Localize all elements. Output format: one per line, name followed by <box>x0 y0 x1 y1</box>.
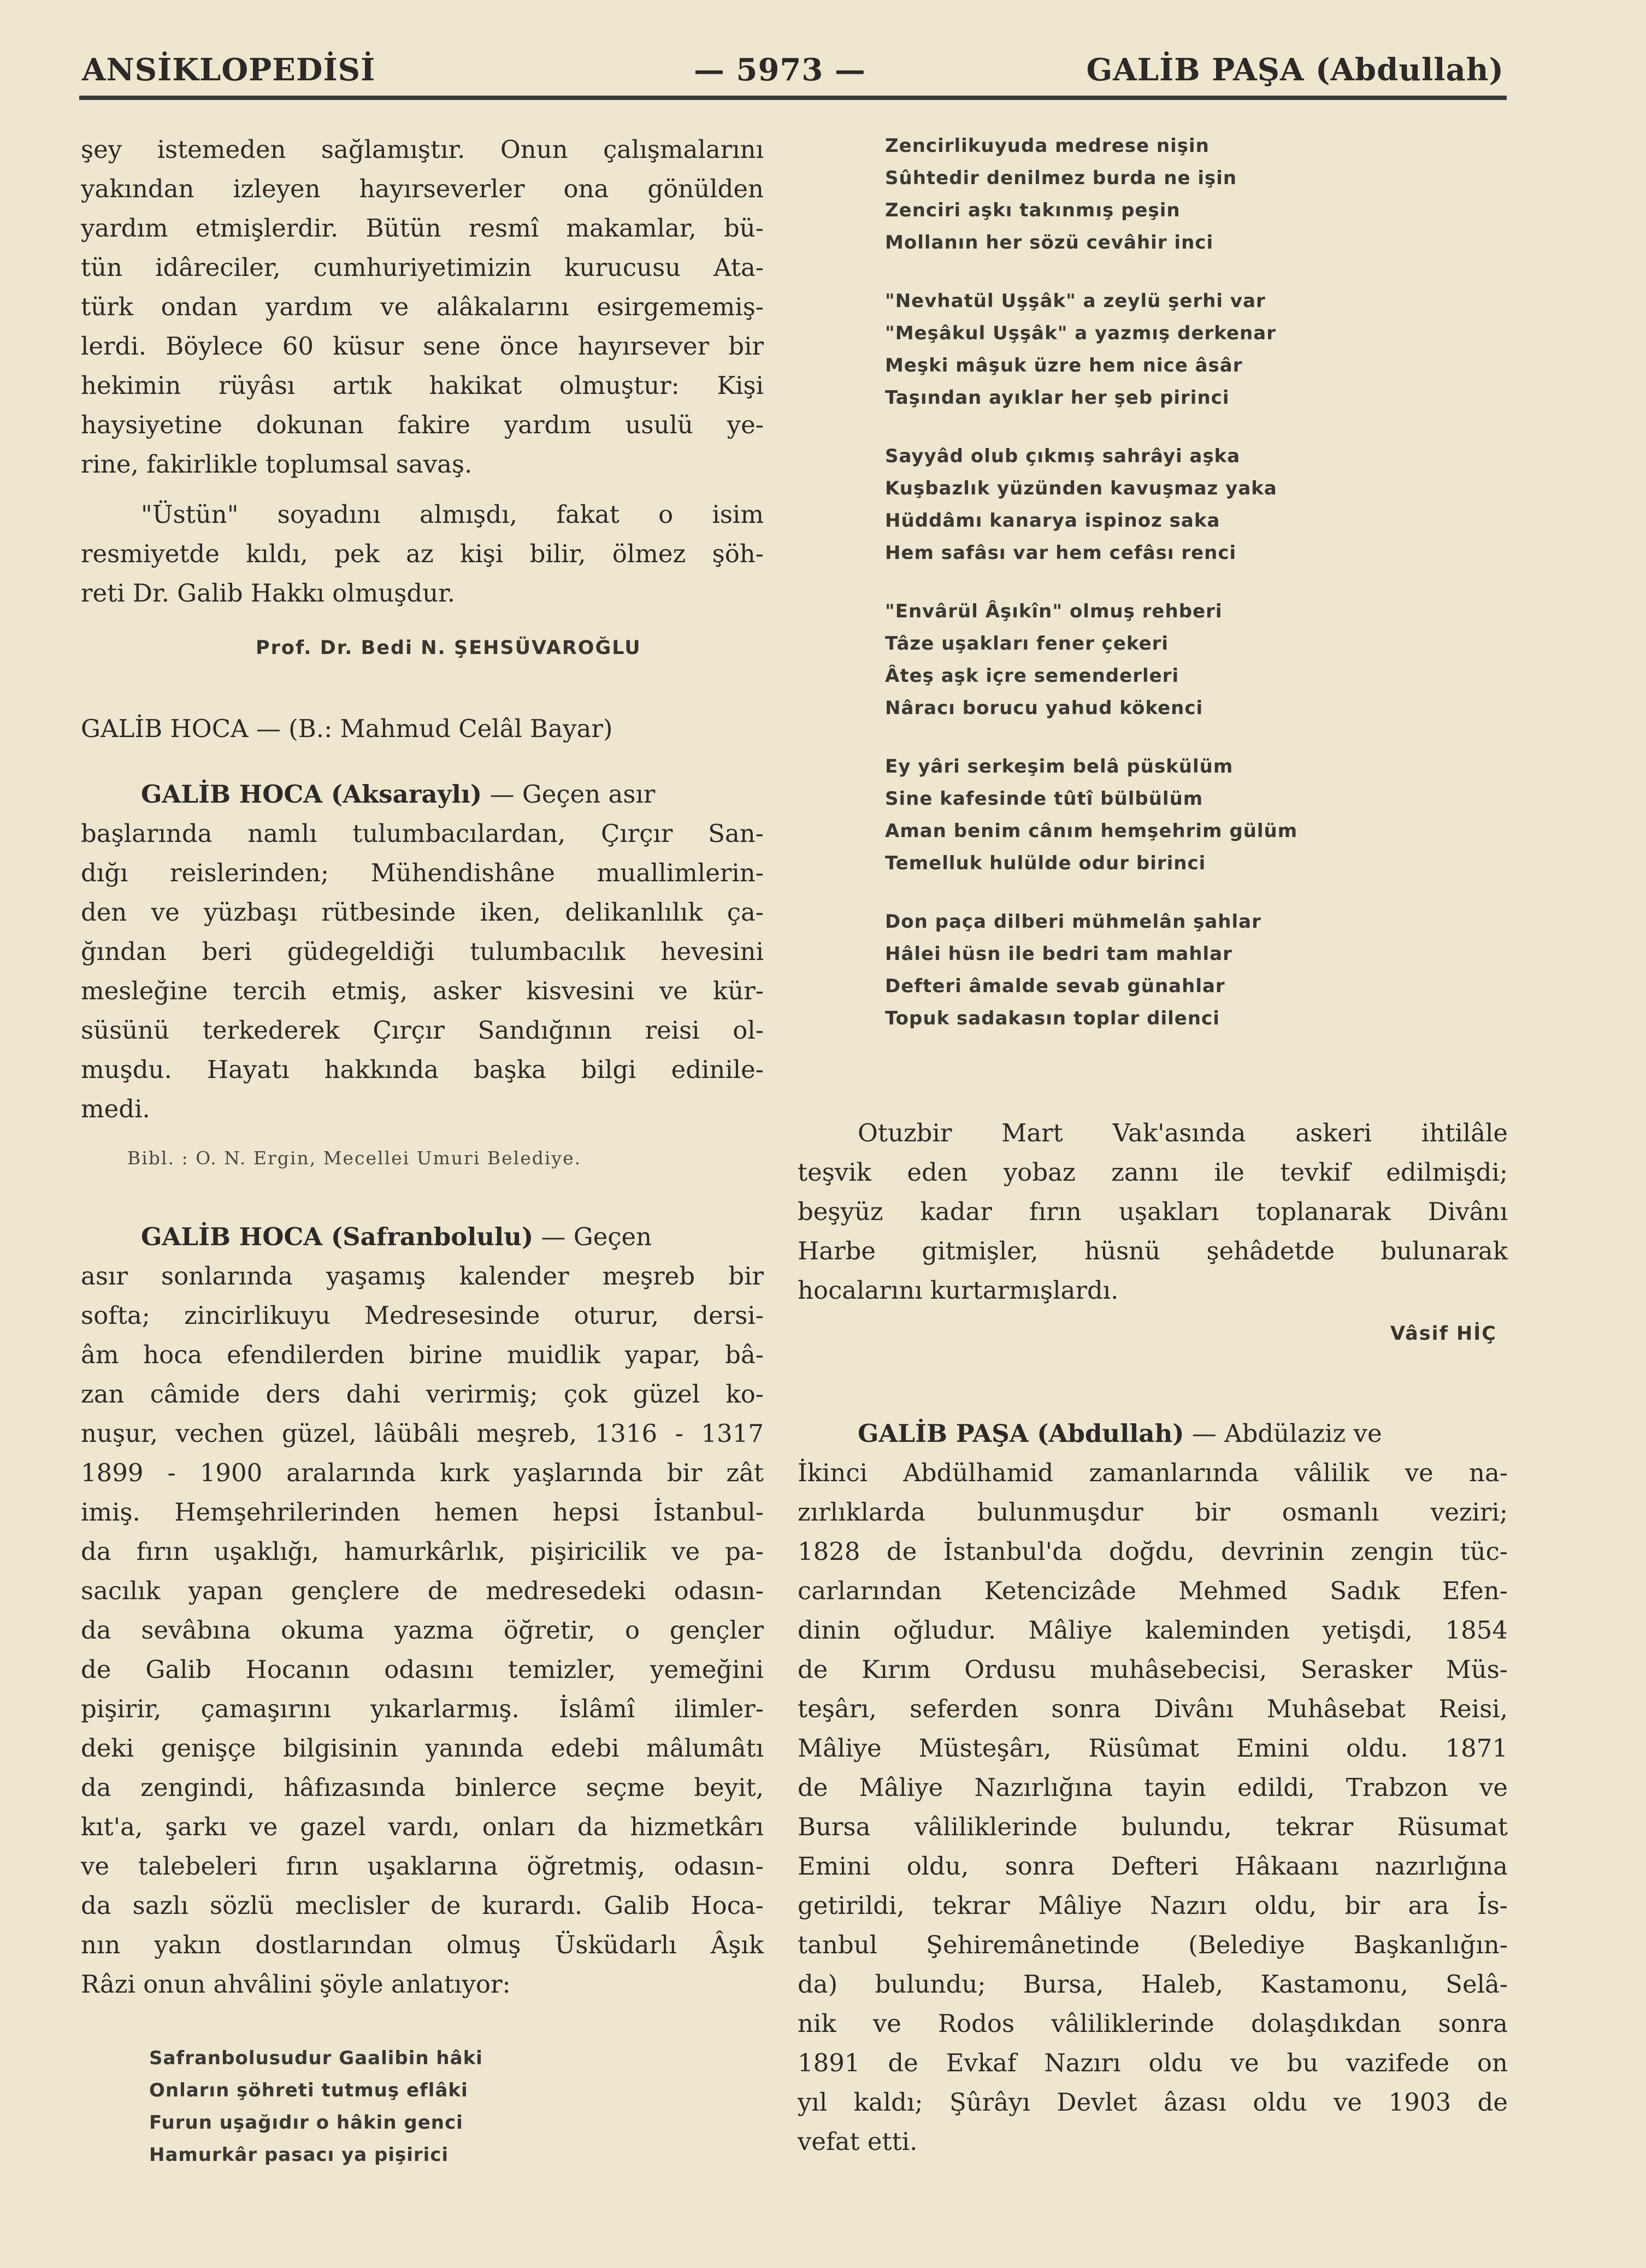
text-line: Bursa vâliliklerinde bulundu, tekrar Rüsumat <box>798 1812 1508 1841</box>
text-line: carlarından Ketencizâde Mehmed Sadık Efen- <box>798 1576 1508 1605</box>
header-rule <box>79 96 1507 100</box>
text-line: mesleğine tercih etmiş, asker kisvesini ve kür- <box>81 976 764 1005</box>
text-line: teşârı, seferden sonra Divânı Muhâsebat Reisi, <box>798 1694 1508 1723</box>
text-line: Mâliye Müsteşârı, Rüsûmat Emini oldu. 1871 <box>798 1734 1508 1763</box>
text-line: softa; zincirlikuyu Medresesinde oturur, dersi- <box>81 1301 764 1330</box>
text-line: medi. <box>81 1094 150 1123</box>
poem-line: Zencirlikuyuda medrese nişin <box>885 135 1210 157</box>
poem-line: Meşki mâşuk üzre hem nice âsâr <box>885 355 1243 376</box>
poem-line: Taşından ayıklar her şeb pirinci <box>885 387 1230 409</box>
text-line: rine, fakirlikle toplumsal savaş. <box>81 450 473 479</box>
text-line: den ve yüzbaşı rütbesinde iken, delikanlılık ça- <box>81 898 764 927</box>
text-line: şey istemeden sağlamıştır. Onun çalışmalarını <box>81 135 764 164</box>
text-line: Emini oldu, sonra Defteri Hâkaanı nazırlığına <box>798 1852 1508 1881</box>
entry-title: GALİB PAŞA (Abdullah) <box>858 1419 1184 1448</box>
text-line: de Kırım Ordusu muhâsebecisi, Serasker Müs- <box>798 1655 1508 1684</box>
bibliography: Bibl. : O. N. Ergin, Mecellei Umuri Belediye. <box>127 1147 582 1169</box>
text-line: haysiyetine dokunan fakire yardım usulü ye- <box>81 410 764 439</box>
signature-vasif-hic: Vâsif HİÇ <box>1390 1323 1497 1345</box>
poem-line: Safranbolusudur Gaalibin hâki <box>149 2047 483 2069</box>
text-line: kıt'a, şarkı ve gazel vardı, onları da hizmetkârı <box>81 1812 764 1841</box>
poem-line: "Nevhatül Uşşâk" a zeylü şerhi var <box>885 290 1266 312</box>
text-line: beşyüz kadar fırın uşakları toplanarak Divânı <box>798 1197 1508 1226</box>
text-line: Râzi onun ahvâlini şöyle anlatıyor: <box>81 1970 511 1999</box>
text-line: da fırın uşaklığı, hamurkârlık, pişiricilik ve pa- <box>81 1537 764 1566</box>
text-line: da sazlı sözlü meclisler de kurardı. Galib Hoca- <box>81 1891 764 1920</box>
poem-stanza <box>885 130 1297 259</box>
text-line: imiş. Hemşehrilerinden hemen hepsi İstanbul- <box>81 1498 764 1527</box>
poem <box>885 130 1297 1061</box>
page-number: — 5973 — <box>694 52 866 88</box>
poem-line: Hem safâsı var hem cefâsı renci <box>885 542 1237 564</box>
entry-galib-hoca-ref <box>81 709 612 749</box>
poem-stanza <box>885 906 1297 1035</box>
entry-galib-hoca-aksarayli: GALİB HOCA (Aksaraylı) — Geçen asır başlarında namlı tulumbacılardan, Çırçır San- dığı reislerinden; Mühendishâne muallimlerin- den ve yüzbaşı rütbesinde iken, delikanlılık ça- ğından beri güdegeldiği tulumbacılık hevesini mesleğine tercih etmiş, asker kisvesini ve kür- süsünü terkederek Çırçır Sandığının reisi ol- muşdu. Hayatı hakkında başka bilgi edinile- medi. <box>81 775 764 1129</box>
text-line: türk ondan yardım ve alâkalarını esirgememiş- <box>81 292 764 321</box>
poem-line: Sayyâd olub çıkmış sahrâyi aşka <box>885 445 1241 467</box>
poem-line: Topuk sadakasın toplar dilenci <box>885 1008 1220 1029</box>
entry-title: GALİB HOCA (Aksaraylı) <box>141 780 482 809</box>
text-line: pişirir, çamaşırını yıkarlarmış. İslâmî ilimler- <box>81 1694 764 1723</box>
text-line: resmiyetde kıldı, pek az kişi bilir, ölmez şöh- <box>81 539 764 568</box>
text-line: getirildi, tekrar Mâliye Nazırı oldu, bir ara İs- <box>798 1891 1508 1920</box>
text-line: yakından izleyen hayırseverler ona gönülden <box>81 174 764 203</box>
text-line: reti Dr. Galib Hakkı olmuşdur. <box>81 579 456 608</box>
text-line: lerdi. Böylece 60 küsur sene önce hayırsever bir <box>81 332 764 361</box>
text-line: vefat etti. <box>798 2127 918 2156</box>
text-line: âm hoca efendilerden birine muidlik yapar, bâ- <box>81 1340 764 1369</box>
text-line: da zengindi, hâfızasında binlerce seçme beyit, <box>81 1773 764 1802</box>
text-line: nuşur, vechen güzel, lâübâli meşreb, 1316 - 1317 <box>81 1419 764 1448</box>
text-line: yıl kaldı; Şûrâyı Devlet âzası oldu ve 1903 de <box>798 2088 1508 2117</box>
text-line: nın yakın dostlarından olmuş Üsküdarlı Âşık <box>81 1930 764 1959</box>
text-line: Otuzbir Mart Vak'asında askeri ihtilâle <box>858 1118 1508 1147</box>
text-line: da sevâbına okuma yazma öğretir, o gençler <box>81 1616 764 1645</box>
poem-line: Âteş aşk içre semenderleri <box>885 665 1179 687</box>
text-line: İkinci Abdülhamid zamanlarında vâlilik ve na- <box>798 1458 1508 1487</box>
poem-line: Mollanın her sözü cevâhir inci <box>885 232 1214 254</box>
text-line: dığı reislerinden; Mühendishâne muallimlerin- <box>81 858 764 887</box>
poem-line: Kuşbazlık yüzünden kavuşmaz yaka <box>885 478 1277 499</box>
poem-line: "Meşâkul Uşşâk" a yazmış derkenar <box>885 322 1276 344</box>
signature-sehsuvaroglu: Prof. Dr. Bedi N. ŞEHSÜVAROĞLU <box>256 637 641 659</box>
text-line: 1828 de İstanbul'da doğdu, devrinin zengin tüc- <box>798 1537 1508 1566</box>
poem-stanza <box>885 751 1297 880</box>
poem-line: Sûhtedir denilmez burda ne işin <box>885 167 1237 189</box>
poem-line: Hamurkâr pasacı ya pişirici <box>149 2144 449 2166</box>
poem-line: Hüddâmı kanarya ispinoz saka <box>885 510 1220 532</box>
text-line: zırlıklarda bulunmuşdur bir osmanlı veziri; <box>798 1498 1508 1527</box>
text-line: 1899 - 1900 aralarında kırk yaşlarında bir zât <box>81 1458 764 1487</box>
page-header <box>82 41 1504 93</box>
text-line: zan câmide ders dahi verirmiş; çok güzel ko- <box>81 1380 764 1409</box>
text-line: de Mâliye Nazırlığına tayin edildi, Trabzon ve <box>798 1773 1508 1802</box>
entry-text: — (B.: Mahmud Celâl Bayar) <box>248 714 613 743</box>
poem-stanza <box>885 440 1297 569</box>
text-line: da) bulundu; Bursa, Haleb, Kastamonu, Selâ- <box>798 1970 1508 1999</box>
text-line: tün idâreciler, cumhuriyetimizin kurucusu Ata- <box>81 253 764 282</box>
poem-stanza <box>149 2042 483 2171</box>
text-line: hekimin rüyâsı artık hakikat olmuştur: Kişi <box>81 371 764 400</box>
poem-line: Tâze uşakları fener çekeri <box>885 633 1169 655</box>
text-line: tanbul Şehiremânetinde (Belediye Başkanlığın- <box>798 1930 1508 1959</box>
poem-line: Furun uşağıdır o hâkin genci <box>149 2112 463 2134</box>
entry-galib-pasa: GALİB PAŞA (Abdullah) — Abdülaziz ve İkinci Abdülhamid zamanlarında vâlilik ve na- zırlıklarda bulunmuşdur bir osmanlı veziri; 1828 de İstanbul'da doğdu, devrinin zengin tüc- carlarından Ketencizâde Mehmed Sadık Efen- dinin oğludur. Mâliye kaleminden yetişdi, 1854 de Kırım Ordusu muhâsebecisi, Serasker Müs- teşârı, seferden sonra Divânı Muhâsebat Reisi, Mâliye Müsteşârı, Rüsûmat Emini oldu. 1871 de Mâliye Nazırlığına tayin edildi, Trabzon ve Bursa vâliliklerinde bulundu, tekrar Rüsumat Emini oldu, sonra Defteri Hâkaanı nazırlığına getirildi, tekrar Mâliye Nazırı oldu, bir ara İs- tanbul Şehiremânetinde (Belediye Başkanlığın- da) bulundu; Bursa, Haleb, Kastamonu, Selâ- nik ve Rodos vâliliklerinde dolaşdıkdan sonra 1891 de Evkaf Nazırı oldu ve bu vazifede on yıl kaldı; Şûrâyı Devlet âzası oldu ve 1903 de vefat etti. <box>798 1414 1508 2161</box>
poem-line: Zenciri aşkı takınmış peşin <box>885 199 1181 221</box>
poem-stanza <box>885 285 1297 414</box>
text-line: de Galib Hocanın odasını temizler, yemeğini <box>81 1655 764 1684</box>
running-head-left: ANSİKLOPEDİSİ <box>82 52 376 88</box>
closing-paragraph <box>798 1114 1508 1310</box>
poem-line: Don paça dilberi mühmelân şahlar <box>885 911 1261 933</box>
text-line: nik ve Rodos vâliliklerinde dolaşdıkdan sonra <box>798 2009 1508 2038</box>
poem-line: Aman benim cânım hemşehrim gülüm <box>885 820 1298 842</box>
poem-stanza <box>885 596 1297 724</box>
text-line: hocalarını kurtarmışlardı. <box>798 1276 1119 1305</box>
poem-line: Sine kafesinde tûtî bülbülüm <box>885 788 1203 810</box>
text-line: başlarında namlı tulumbacılardan, Çırçır San- <box>81 819 764 848</box>
text-line: ve talebeleri fırın uşaklarına öğretmiş, odasın- <box>81 1852 764 1881</box>
entry-title: GALİB HOCA (Safranbolulu) <box>141 1222 534 1251</box>
poem-line: Ey yâri serkeşim belâ püskülüm <box>885 756 1234 777</box>
text-line: yardım etmişlerdir. Bütün resmî makamlar, bü- <box>81 214 764 243</box>
poem-stanza-left <box>149 2042 483 2198</box>
poem-line: Temelluk hulülde odur birinci <box>885 852 1206 874</box>
text-line: asır sonlarında yaşamış kalender meşreb bir <box>81 1262 764 1291</box>
entry-title: GALİB HOCA <box>81 714 249 743</box>
text-line: ğından beri güdegeldiği tulumbacılık hevesini <box>81 937 764 966</box>
poem-line: Nâracı borucu yahud kökenci <box>885 697 1203 719</box>
poem-line: Hâlei hüsn ile bedri tam mahlar <box>885 943 1232 965</box>
text-line: "Üstün" soyadını almışdı, fakat o isim <box>141 500 764 529</box>
text-line: Harbe gitmişler, hüsnü şehâdetde bulunarak <box>798 1236 1508 1265</box>
text-line: dinin oğludur. Mâliye kaleminden yetişdi, 1854 <box>798 1616 1508 1645</box>
poem-line: Onların şöhreti tutmuş eflâki <box>149 2080 468 2101</box>
ustun-paragraph <box>81 495 764 613</box>
text-line: sacılık yapan gençlere de medresedeki odasın- <box>81 1576 764 1605</box>
text-line: teşvik eden yobaz zannı ile tevkif edilmişdi; <box>798 1158 1508 1187</box>
entry-galib-hoca-safranbolulu: GALİB HOCA (Safranbolulu) — Geçen asır sonlarında yaşamış kalender meşreb bir softa; zincirlikuyu Medresesinde oturur, dersi- âm hoca efendilerden birine muidlik yapar, bâ- zan câmide ders dahi verirmiş; çok güzel ko- nuşur, vechen güzel, lâübâli meşreb, 1316 - 1317 1899 - 1900 aralarında kırk yaşlarında bir zât imiş. Hemşehrilerinden hemen hepsi İstanbul- da fırın uşaklığı, hamurkârlık, pişiricilik ve pa- sacılık yapan gençlere de medresedeki odasın- da sevâbına okuma yazma öğretir, o gençler de Galib Hocanın odasını temizler, yemeğini pişirir, çamaşırını yıkarlarmış. İslâmî ilimler- deki genişçe bilgisinin yanında edebi mâlumâtı da zengindi, hâfızasında binlerce seçme beyit, kıt'a, şarkı ve gazel vardı, onları da hizmetkârı ve talebeleri fırın uşaklarına öğretmiş, odasın- da sazlı sözlü meclisler de kurardı. Galib Hoca- nın yakın dostlarından olmuş Üsküdarlı Âşık Râzi onun ahvâlini şöyle anlatıyor: <box>81 1217 764 2004</box>
text-line: deki genişçe bilgisinin yanında edebi mâlumâtı <box>81 1734 764 1763</box>
text-line: 1891 de Evkaf Nazırı oldu ve bu vazifede on <box>798 2048 1508 2077</box>
text-line: muşdu. Hayatı hakkında başka bilgi edinile- <box>81 1055 764 1084</box>
poem-line: Defteri âmalde sevab günahlar <box>885 975 1225 997</box>
text-line: süsünü terkederek Çırçır Sandığının reisi ol- <box>81 1016 764 1045</box>
poem-line: "Envârül Âşıkîn" olmuş rehberi <box>885 600 1223 622</box>
intro-paragraph <box>81 130 764 484</box>
running-head-right: GALİB PAŞA (Abdullah) <box>1086 52 1504 88</box>
